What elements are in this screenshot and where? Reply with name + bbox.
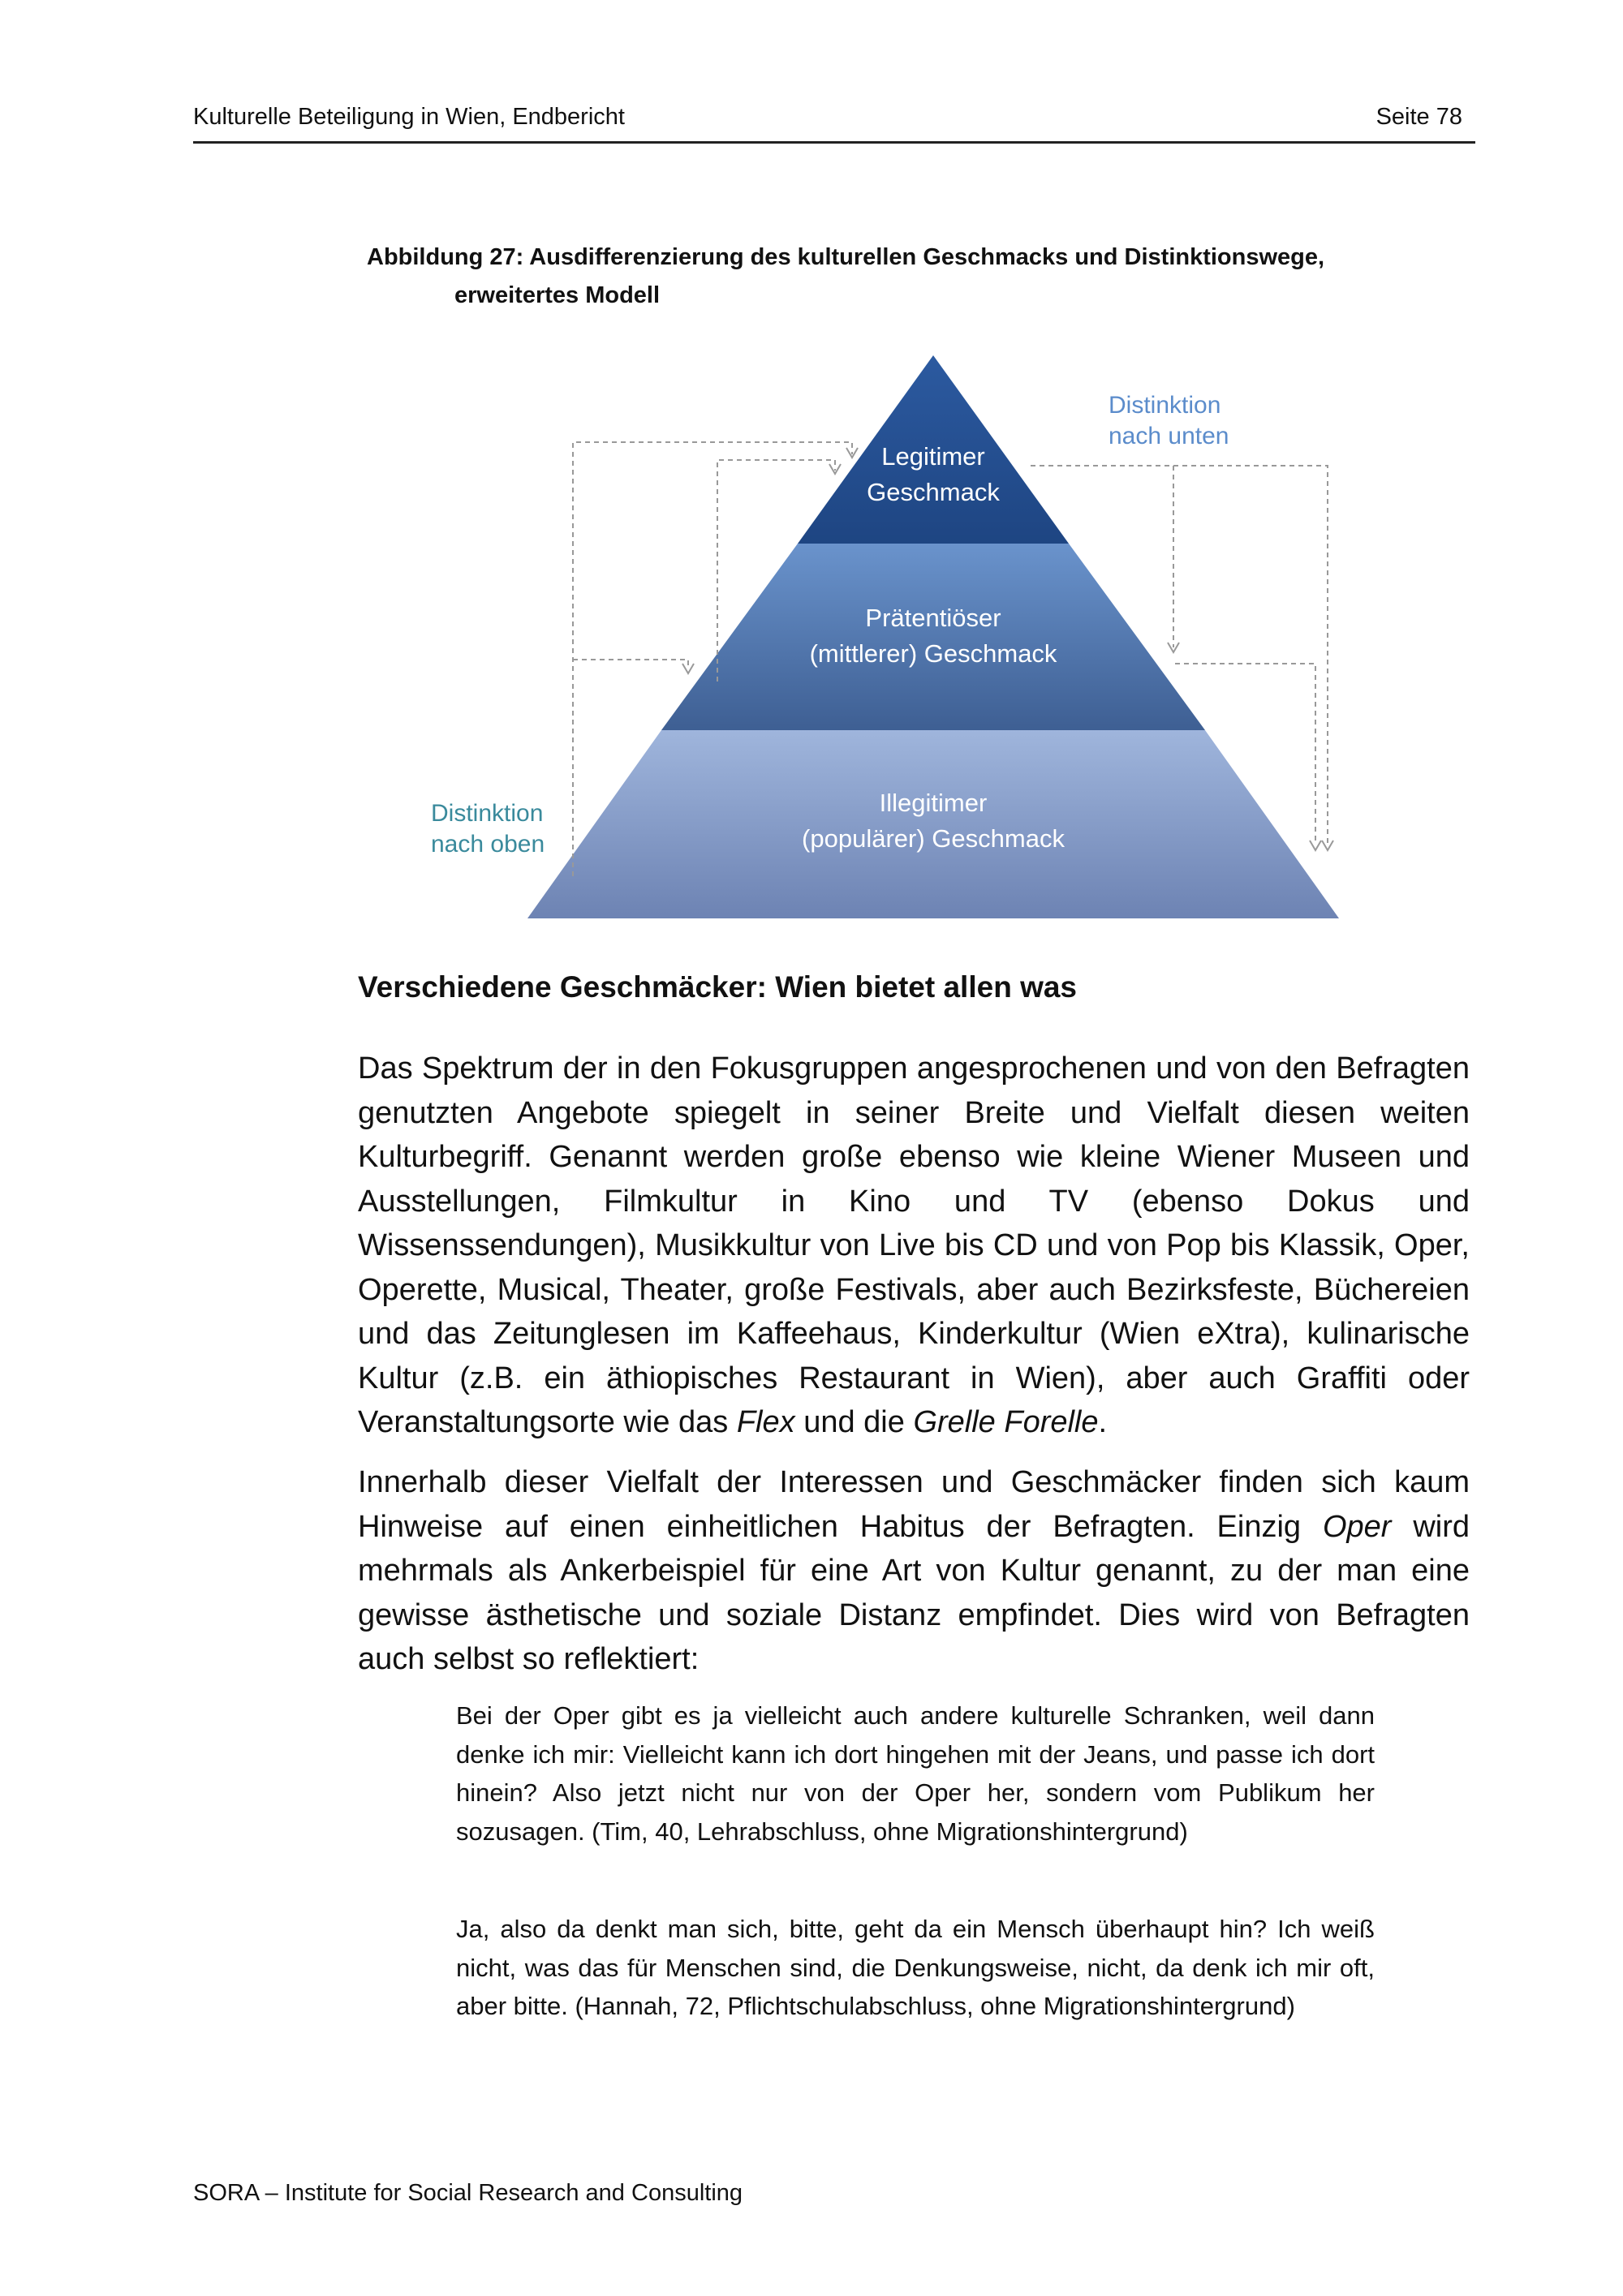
tier-pretentious-line1: Prätentiöser [865, 604, 1001, 632]
tier-legitimate-line2: Geschmack [867, 478, 1000, 506]
pyramid-tier-pretentious [661, 544, 1205, 730]
distinction-down-line2: nach unten [1109, 423, 1229, 449]
arrow-up-bottom-to-middle [573, 660, 688, 669]
tier-illegitimate-line1: Illegitimer [879, 789, 988, 817]
paragraph-1-text-b: und die [794, 1405, 914, 1439]
venue-flex: Flex [736, 1405, 795, 1439]
report-title: Kulturelle Beteiligung in Wien, Endbericht [193, 104, 625, 130]
paragraph-2-text-b: wird mehrmals als Ankerbeispiel für eine Art von Kultur genannt, zu der man eine gewisse ästhetische und soziale Distanz empfindet. Dies wird von Befragten auch selbst so reflektiert: [358, 1509, 1470, 1676]
section-heading: Verschiedene Geschmäcker: Wien bietet allen was [358, 970, 1078, 1004]
figure-caption-line1: Abbildung 27: Ausdifferenzierung des kulturellen Geschmacks und Distinktionswege, [367, 244, 1325, 270]
page-number: Seite 78 [1375, 104, 1462, 130]
quote-hannah: Ja, also da denkt man sich, bitte, geht da ein Mensch überhaupt hin? Ich weiß nicht, was das für Menschen sind, die Denkungsweise, nicht, da denk ich mir oft, aber bitte. (Hannah, 72, Pflichtschulabschluss, ohne Migrationshintergrund) [456, 1915, 1375, 2020]
figure-caption [367, 239, 1454, 315]
distinction-up-line2: nach oben [431, 831, 545, 858]
paragraph-1-text-c: . [1098, 1405, 1108, 1439]
paragraph-1 [358, 1047, 1470, 1445]
tier-illegitimate-line2: (populärer) Geschmack [802, 824, 1065, 853]
venue-grelle-forelle: Grelle Forelle [913, 1405, 1099, 1439]
paragraph-2-text-a: Innerhalb dieser Vielfalt der Interessen und Geschmäcker finden sich kaum Hinweise auf einen einheitlichen Habitus der Befragten. Einzig [358, 1465, 1470, 1544]
tier-legitimate-line1: Legitimer [881, 442, 985, 471]
page-header [193, 104, 1475, 144]
distinction-down-line1: Distinktion [1109, 392, 1221, 419]
quote-tim: Bei der Oper gibt es ja vielleicht auch andere kulturelle Schranken, weil dann denke ich mir: Vielleicht kann ich dort hingehen mit der Jeans, und passe ich dort hinein? Also jetzt nicht nur von der Oper her, sondern vom Publikum her sozusagen. (Tim, 40, Lehrabschluss, ohne Migrationshintergrund) [456, 1701, 1375, 1846]
paragraph-2 [358, 1460, 1470, 1682]
page-footer: SORA – Institute for Social Research and Consulting [193, 2180, 743, 2206]
tier-pretentious-line2: (mittlerer) Geschmack [809, 639, 1057, 668]
distinction-up-line1: Distinktion [431, 800, 544, 827]
emphasis-oper: Oper [1322, 1509, 1392, 1544]
paragraph-1-text-a: Das Spektrum der in den Fokusgruppen angesprochenen und von den Befragten genutzten Angebote spiegelt in seiner Breite und Vielfalt diesen weiten Kulturbegriff. Genannt werden große ebenso wie kleine Wiener Museen und Ausstellungen, Filmkultur in Kino und TV (ebenso Dokus und Wissenssendungen), Musikkultur von Live bis CD und von Pop bis Klassik, Oper, Operette, Musical, Theater, große Festivals, aber auch Bezirksfeste, Büchereien und das Zeitunglesen im Kaffeehaus, Kinderkultur (Wien eXtra), kulinarische Kultur (z.B. ein äthiopisches Restaurant in Wien), aber auch Graffiti oder Veranstaltungsorte wie das [358, 1051, 1470, 1439]
taste-pyramid-figure [406, 341, 1380, 941]
figure-caption-line2: erweitertes Modell [454, 282, 661, 308]
arrowhead-bottom-right-1 [1310, 841, 1321, 850]
